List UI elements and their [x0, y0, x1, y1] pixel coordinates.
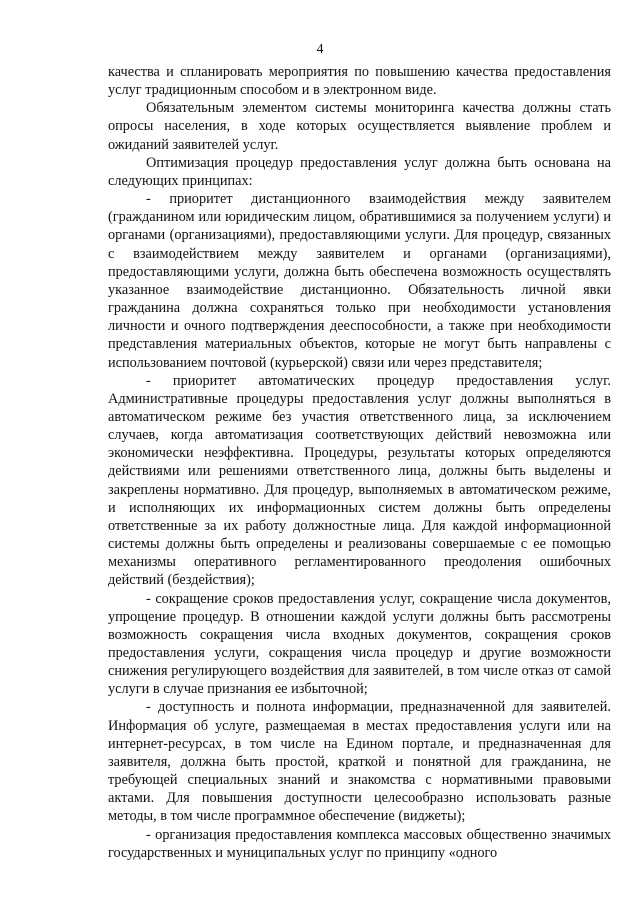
paragraph-3: Оптимизация процедур предоставления услуг должна быть основана на следующих принципах: — [108, 154, 611, 189]
page-number: 4 — [316, 42, 324, 57]
paragraph-1: качества и спланировать мероприятия по повышению качества предоставления услуг традиционным способом и в электронном виде. — [108, 64, 611, 99]
paragraph-6-list-item: - сокращение сроков предоставления услуг, сокращение числа документов, упрощение процедур. В отношении каждой услуги должны быть рассмотрены возможность сокращения числа входных документов, сокращения сроков предоставления услуги, сокращения числа процедур и другие возможности снижения регулирующего воздействия для заявителей, в том числе отказ от самой услуги в случае признания ее избыточной; — [108, 590, 611, 698]
paragraph-5-list-item: - приоритет автоматических процедур предоставления услуг. Административные процедуры предоставления услуг должны выполняться в автоматическом режиме без участия ответственного лица, за исключением случаев, когда автоматизация соответствующих действий невозможна или экономически неэффективна. Процедуры, результаты которых определяются действиями или решениями ответственного лица, должны быть выделены и закреплены нормативно. Для процедур, выполняемых в автоматическом режиме, и исполняющих их информационных систем должны быть определены ответственные за их работу должностные лица. Для каждой информационной системы должны быть определены и реализованы совершаемые с ее помощью механизмы оперативного регламентированного преодоления ошибочных действий (бездействия); — [108, 372, 611, 589]
paragraph-4-list-item: - приоритет дистанционного взаимодействия между заявителем (гражданином или юридическим лицом, обратившимися за получением услуги) и органами (организациями), предоставляющими услуги. Для процедур, связанных с взаимодействием между заявителем и органами (организациями), предоставляющими услуги, должна быть обеспечена возможность осуществлять указанное взаимодействие дистанционно. Обязательность личной явки гражданина должна сохраняться только при необходимости установления личности и очного подтверждения дееспособности, а также при необходимости представления материальных объектов, которые не могут быть направлены с использованием почтовой (курьерской) связи или через представителя; — [108, 191, 611, 371]
paragraph-7-list-item: - доступность и полнота информации, предназначенной для заявителей. Информация об услуге, размещаемая в местах предоставления услуги или на интернет-ресурсах, в том числе на Едином портале, и предназначенная для заявителя, должна быть простой, краткой и понятной для гражданина, не требующей специальных знаний и знакомства с нормативными правовыми актами. Для повышения доступности целесообразно использовать разные методы, в том числе программное обеспечение (виджеты); — [108, 699, 611, 825]
document-body — [108, 63, 611, 862]
paragraph-8-list-item: - организация предоставления комплекса массовых общественно значимых государственных и муниципальных услуг по принципу «одного — [108, 826, 611, 861]
paragraph-2: Обязательным элементом системы мониторинга качества должны стать опросы населения, в ходе которых осуществляется выявление проблем и ожиданий заявителей услуг. — [108, 100, 611, 153]
